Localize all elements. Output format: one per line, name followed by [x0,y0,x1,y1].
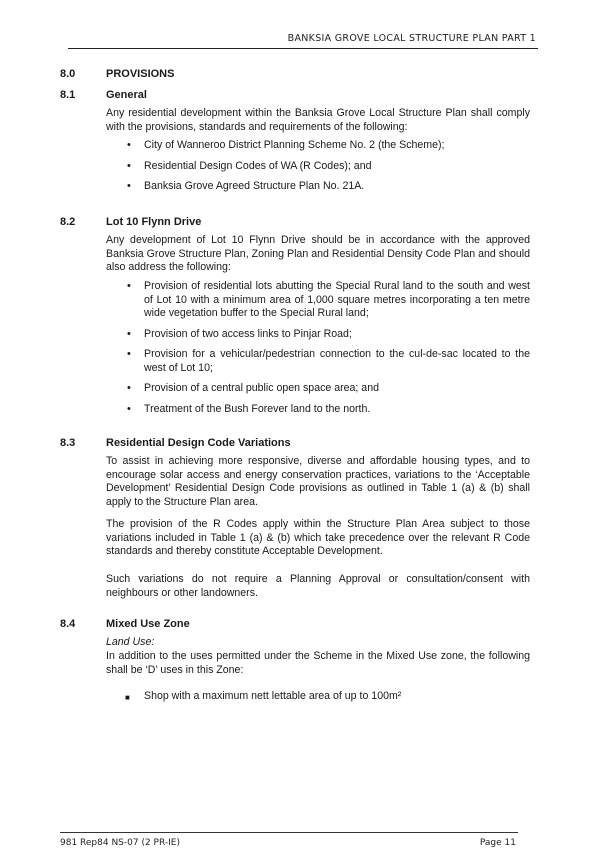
section-title: Lot 10 Flynn Drive [106,216,202,228]
section-8-3-paragraph-3: Such variations do not require a Planning Approval or consultation/consent with neighbours or other landowners. [106,573,530,599]
bullet-icon: • [127,382,131,394]
section-8-1-list [106,139,530,201]
bullet-icon: • [127,348,131,360]
document-reference: 981 Rep84 NS-07 (2 PR-IE) [60,838,180,848]
header-rule [68,48,538,49]
list-item: • City of Wanneroo District Planning Scheme No. 2 (the Scheme); [127,139,445,151]
bullet-icon: • [127,139,131,151]
section-8-2-list [106,280,530,423]
list-item: • Provision of residential lots abutting the Special Rural land to the south and west of Lot 10 with a minimum area of 1,000 square metres incorporating a ten metre wide vegetation buffer to the Special Rural land; [127,280,530,319]
section-8-4-subheading: Land Use: [106,636,155,648]
bullet-icon: • [127,180,131,192]
bullet-icon: • [127,327,131,340]
list-item: • Banksia Grove Agreed Structure Plan No. 21A. [127,180,365,192]
section-8-4-intro: In addition to the uses permitted under the Scheme in the Mixed Use zone, the following shall be ‘D’ uses in this Zone: [106,650,530,676]
section-8-1-intro: Any residential development within the Banksia Grove Local Structure Plan shall comply with the provisions, standards and requirements of the following: [106,107,530,133]
section-8-3-paragraph-2: The provision of the R Codes apply within the Structure Plan Area subject to those variations included in Table 1 (a) & (b) which take precedence over the relevant R Code standards and thereby constitute Acceptable Development. [106,518,530,557]
section-8-3-paragraph-1: To assist in achieving more responsive, diverse and affordable housing types, and to encourage solar access and energy conservation practices, variations to the ‘Acceptable Development’ Residential Design Code provisions as outlined in Table 1 (a) & (b) shall apply to the Structure Plan area. [106,455,530,508]
section-number: 8.0 [60,68,76,80]
list-item: • Residential Design Codes of WA (R Codes); and [127,159,372,172]
list-item: • Provision for a vehicular/pedestrian connection to the cul-de-sac located to the west of Lot 10; [127,348,530,374]
footer-rule [60,832,518,833]
page-number: Page 11 [479,838,516,848]
list-item: ■ Shop with a maximum nett lettable area of up to 100m² [106,690,530,704]
list-item: • Provision of two access links to Pinjar Road; [127,327,352,340]
header-text: BANKSIA GROVE LOCAL STRUCTURE PLAN PART 1 [287,33,536,44]
list-item: • Provision of a central public open space area; and [127,382,379,394]
section-8-4-list [106,690,530,711]
bullet-icon: • [127,159,131,172]
bullet-icon: • [127,280,131,292]
square-bullet-icon: ■ [125,693,130,702]
section-title: Mixed Use Zone [106,618,190,630]
section-8-2-intro: Any development of Lot 10 Flynn Drive should be in accordance with the approved Banksia Grove Structure Plan, Zoning Plan and Residential Density Code Plan and should also address the following: [106,234,530,273]
section-number: 8.2 [60,216,76,228]
list-item: • Treatment of the Bush Forever land to the north. [127,402,371,415]
section-number: 8.1 [60,89,76,101]
section-title: General [106,89,147,101]
section-number: 8.4 [60,618,76,630]
section-number: 8.3 [60,437,76,449]
section-title: Residential Design Code Variations [106,437,291,449]
section-title: PROVISIONS [106,68,175,80]
bullet-icon: • [127,402,131,415]
